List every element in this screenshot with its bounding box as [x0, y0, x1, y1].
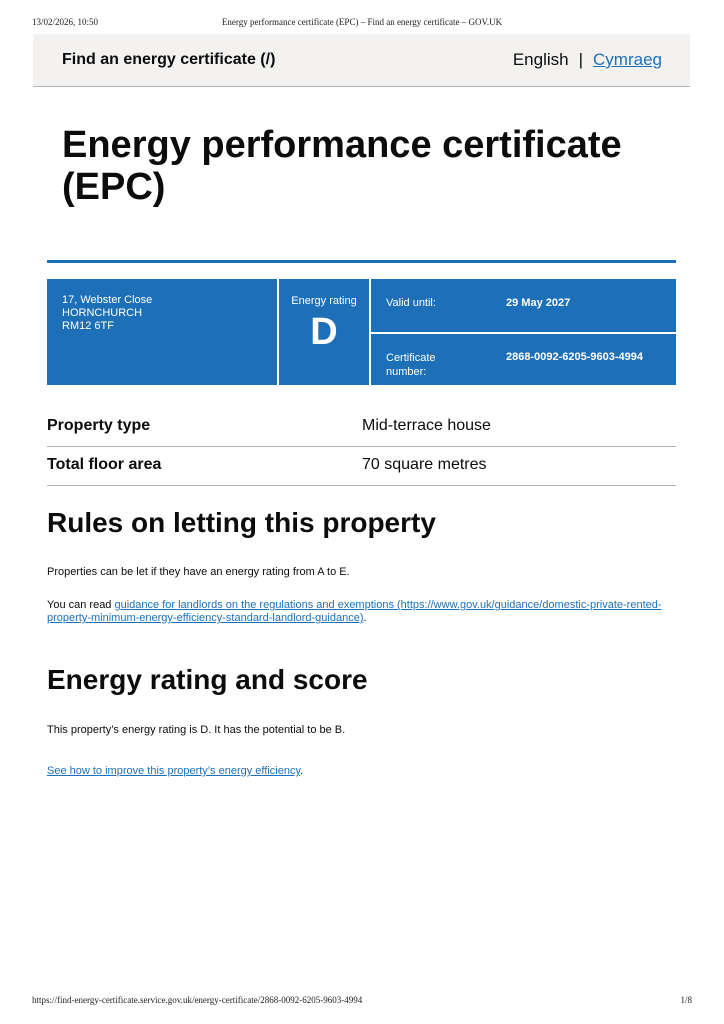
summary-key: Property type [47, 417, 151, 434]
page-title: Energy performance certificate (EPC) [62, 124, 622, 208]
improve-efficiency-link[interactable]: See how to improve this property’s energy efficiency [47, 765, 301, 777]
energy-rating-paragraph: This property’s energy rating is D. It has the potential to be B. [47, 724, 346, 736]
language-current-english: English [512, 50, 569, 69]
energy-rating-heading: Energy rating and score [47, 664, 368, 695]
certificate-number-label: Certificate number: [386, 352, 436, 378]
service-name-text[interactable]: Find an energy certificate [62, 51, 256, 68]
language-link-cymraeg[interactable]: Cymraeg [593, 50, 662, 69]
guidance-prefix: You can read [47, 599, 115, 611]
language-separator: | [578, 50, 584, 69]
address-line-2: HORNCHURCH [62, 307, 143, 319]
title-divider [47, 260, 676, 263]
service-name[interactable] [62, 51, 275, 69]
print-datetime: 13/02/2026, 10:50 [32, 17, 99, 27]
property-address [62, 294, 152, 333]
summary-key: Total floor area [47, 456, 162, 473]
print-document-title: Energy performance certificate (EPC) – Find an energy certificate – GOV.UK [221, 17, 503, 27]
summary-row-property-type [47, 407, 676, 447]
rules-heading: Rules on letting this property [47, 507, 436, 538]
landlord-guidance-link[interactable]: guidance for landlords on the regulations and exemptions (https://www.gov.uk/guidance/domestic-private-rented-property-minimum-energy-efficiency-standard-landlord-guidance) [47, 599, 662, 624]
improve-paragraph [47, 765, 667, 778]
summary-value: Mid-terrace house [362, 417, 491, 434]
service-header [33, 34, 690, 87]
print-page-number: 1/8 [680, 995, 692, 1005]
guidance-paragraph [47, 599, 667, 625]
address-line-3: RM12 6TF [62, 320, 114, 332]
improve-suffix: . [300, 765, 304, 777]
valid-until-label: Valid until: [386, 297, 436, 309]
language-switcher [513, 50, 662, 70]
service-home-link[interactable]: (/) [260, 51, 276, 68]
valid-until-value: 29 May 2027 [506, 297, 571, 309]
epc-summary-panel [47, 279, 676, 385]
address-line-1: 17, Webster Close [62, 294, 153, 306]
summary-value: 70 square metres [362, 456, 487, 473]
summary-row-floor-area [47, 446, 676, 486]
print-url: https://find-energy-certificate.service.gov.uk/energy-certificate/2868-0092-6205-9603-4994 [32, 995, 363, 1005]
rules-paragraph: Properties can be let if they have an energy rating from A to E. [47, 566, 350, 578]
guidance-suffix: . [363, 612, 367, 624]
energy-rating-value: D [310, 311, 338, 353]
certificate-number-value: 2868-0092-6205-9603-4994 [506, 351, 644, 363]
panel-divider [371, 332, 676, 334]
energy-rating-label: Energy rating [291, 295, 357, 307]
